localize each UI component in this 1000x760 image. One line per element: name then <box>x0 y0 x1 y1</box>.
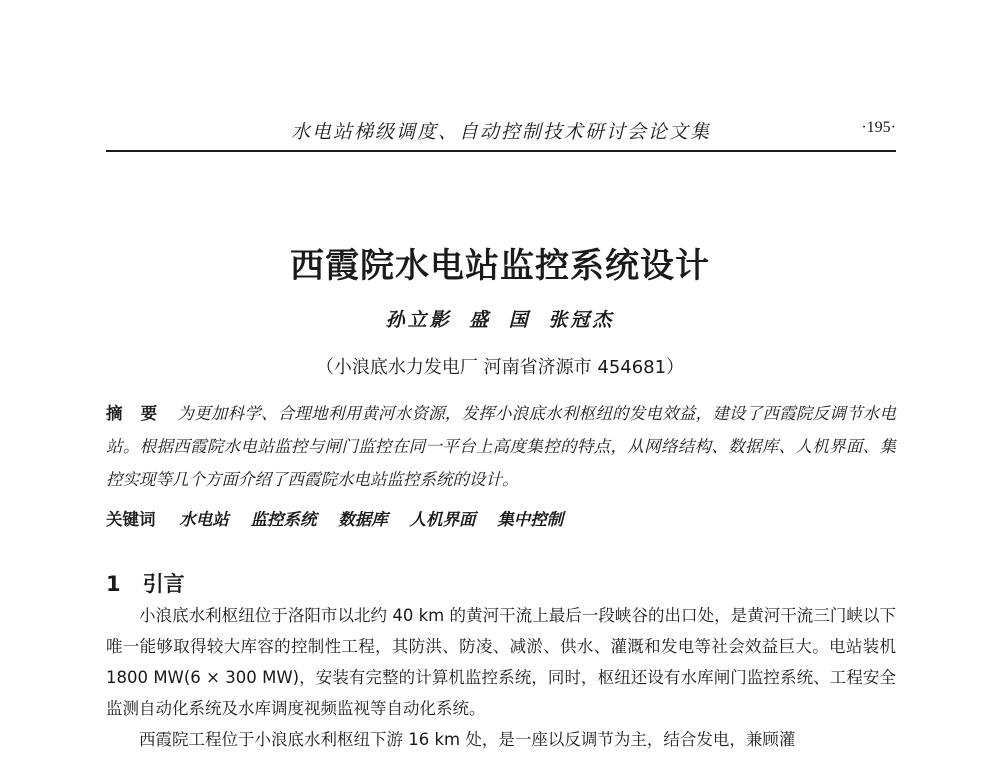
abstract-label: 摘 要 <box>106 404 164 423</box>
section-number: 1 <box>106 572 121 596</box>
abstract-text: 为更加科学、合理地利用黄河水资源，发挥小浪底水利枢纽的发电效益，建设了西霞院反调节水电站。根据西霞院水电站监控与闸门监控在同一平台上高度集控的特点，从网络结构、数据库、人机界面、集控实现等几个方面介绍了西霞院水电站监控系统的设计。 <box>106 404 897 489</box>
section-heading <box>106 568 185 598</box>
body-paragraph: 西霞院工程位于小浪底水利枢纽下游 16 km 处，是一座以反调节为主，结合发电，兼顾灌 <box>139 730 796 749</box>
keywords-label: 关键词 <box>106 510 156 529</box>
keywords <box>106 506 896 530</box>
running-head-title: 水电站梯级调度、自动控制技术研讨会论文集 <box>290 121 711 143</box>
keyword-item: 数据库 <box>338 510 388 529</box>
abstract <box>106 397 896 496</box>
affiliation: （小浪底水力发电厂 河南省济源市 454681） <box>315 357 685 378</box>
keyword-item: 人机界面 <box>409 510 476 529</box>
keyword-item: 水电站 <box>179 510 229 529</box>
paper-title: 西霞院水电站监控系统设计 <box>290 246 710 286</box>
body-paragraph: 小浪底水利枢纽位于洛阳市以北约 40 km 的黄河干流上最后一段峡谷的出口处，是黄河干流三门峡以下唯一能够取得较大库容的控制性工程，其防洪、防凌、减淤、供水、灌溉和发电等社会效益巨大。电站装机 1800 MW(6 × 300 MW)，安装有完整的计算机监控系统，同时，枢纽还设有水库闸门监控系统、工程安全监测自动化系统及水库调度视频监视等自动化系统。 <box>106 606 896 718</box>
keyword-item: 集中控制 <box>497 510 564 529</box>
section-title: 引言 <box>142 572 185 596</box>
running-head <box>106 117 896 147</box>
header-rule <box>106 150 896 152</box>
authors: 孙立影 盛 国 张冠杰 <box>385 309 615 331</box>
body-text <box>106 600 896 755</box>
page-number: ·195· <box>861 119 896 136</box>
keyword-item: 监控系统 <box>250 510 317 529</box>
